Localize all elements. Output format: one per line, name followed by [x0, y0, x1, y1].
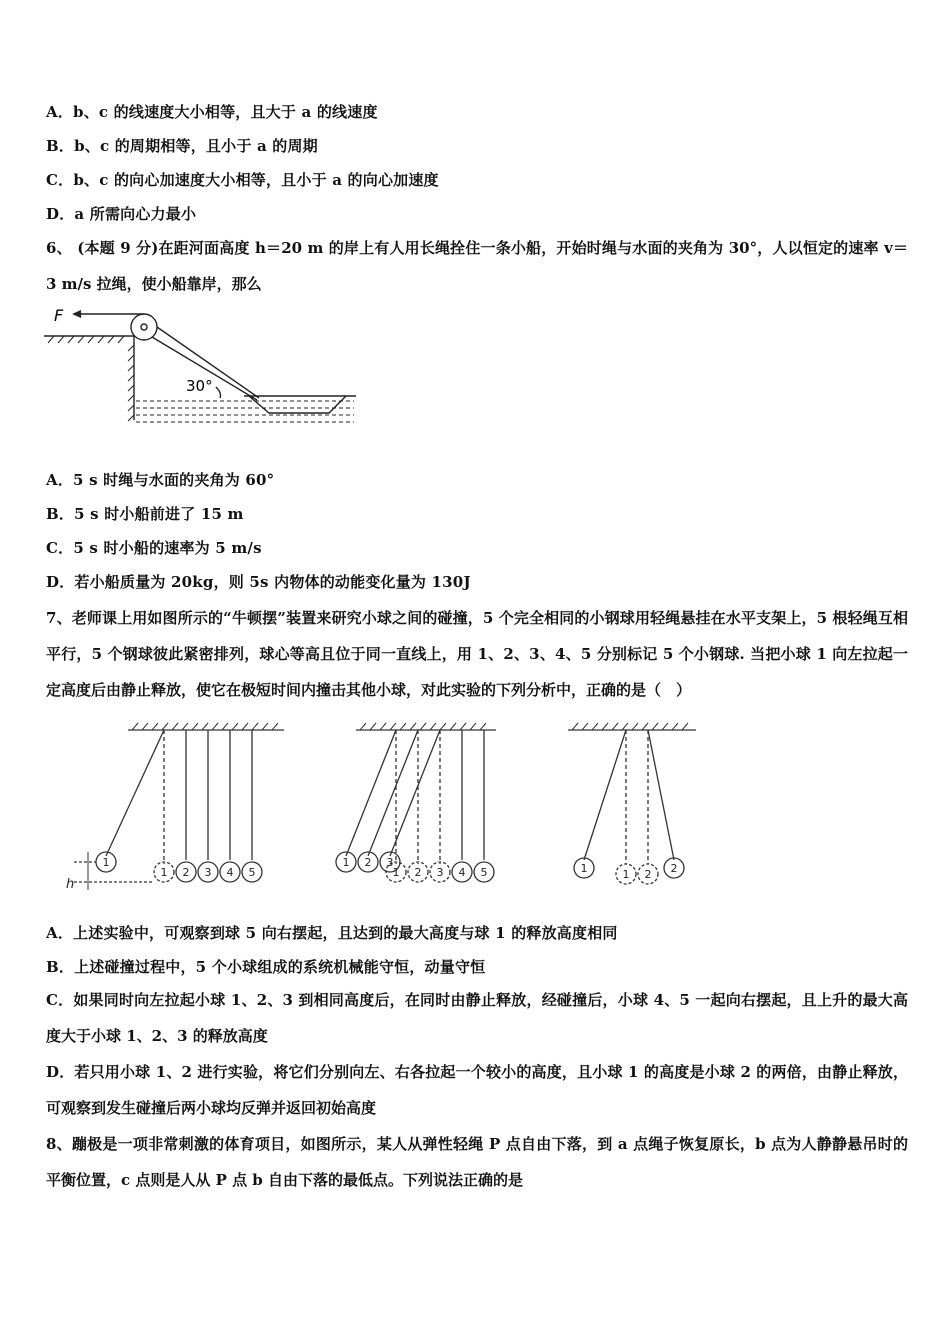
height-label: h — [66, 877, 75, 892]
cradle-ball-label: 3 — [386, 856, 394, 869]
q7-option-a: A．上述实验中，可观察到球 5 向右摆起，且达到的最大高度与球 1 的释放高度相同 — [46, 924, 618, 942]
q7-option-d: D．若只用小球 1、2 进行实验，将它们分别向左、右各拉起一个较小的高度，且小球 1 的高度是小球 2 的两倍，由静止释放，可观察到发生碰撞后两小球均反弹并返回初始高度 — [46, 1063, 908, 1117]
q8-stem: 8、蹦极是一项非常刺激的体育项目，如图所示，某人从弹性轻绳 P 点自由下落，到 a 点绳子恢复原长，b 点为人静静悬吊时的平衡位置，c 点则是人从 P 点 b 自由下落的最低点。下列说法正确的是 — [46, 1135, 908, 1189]
cradle-ball-label: 1 — [580, 862, 588, 875]
q5-option-a: A．b、c 的线速度大小相等，且大于 a 的线速度 — [46, 103, 378, 121]
cradle-ball-label: 4 — [226, 866, 234, 879]
q6-boat-rope-figure — [44, 305, 364, 430]
q6-option-b: B．5 s 时小船前进了 15 m — [46, 505, 244, 523]
cradle-ball-label: 1 — [392, 866, 400, 879]
q5-option-c: C．b、c 的向心加速度大小相等，且小于 a 的向心加速度 — [46, 171, 439, 189]
angle-label: 30° — [186, 377, 213, 395]
q7-option-b: B．上述碰撞过程中，5 个小球组成的系统机械能守恒，动量守恒 — [46, 958, 486, 976]
q5-option-d: D．a 所需向心力最小 — [46, 205, 197, 223]
cradle-ball-label: 3 — [436, 866, 444, 879]
cradle-ball-label: 2 — [414, 866, 422, 879]
cradle-ball-label: 1 — [342, 856, 350, 869]
cradle-ball-label: 2 — [364, 856, 372, 869]
q7-stem: 7、老师课上用如图所示的“牛顿摆”装置来研究小球之间的碰撞，5 个完全相同的小钢球用轻绳悬挂在水平支架上，5 根轻绳互相平行，5 个钢球彼此紧密排列，球心等高且位于同一直线上，用 1、2、3、4、5 分别标记 5 个小钢球. 当把小球 1 向左拉起一定高度后由静止释放，使它在极短时间内撞击其他小球，对此实验的下列分析中，正确的是（ ） — [46, 609, 908, 699]
cradle-ball-label: 3 — [204, 866, 212, 879]
cradle-ball-label: 2 — [182, 866, 190, 879]
cradle-ball-label: 1 — [622, 868, 630, 881]
cradle-ball-label: 4 — [458, 866, 466, 879]
q6-option-c: C．5 s 时小船的速率为 5 m/s — [46, 539, 262, 557]
cradle-ball-label: 1 — [102, 856, 110, 869]
q5-option-b: B．b、c 的周期相等，且小于 a 的周期 — [46, 137, 318, 155]
q6-option-a: A．5 s 时绳与水面的夹角为 60° — [46, 471, 275, 489]
cradle-ball-label: 2 — [670, 862, 678, 875]
q7-option-c: C．如果同时向左拉起小球 1、2、3 到相同高度后，在同时由静止释放，经碰撞后，小球 4、5 一起向右摆起，且上升的最大高度大于小球 1、2、3 的释放高度 — [46, 991, 908, 1045]
force-label: F — [54, 306, 64, 325]
cradle-ball-label: 1 — [160, 866, 168, 879]
q7-newton-cradle-figure — [56, 718, 716, 898]
q6-option-d: D．若小船质量为 20kg，则 5s 内物体的动能变化量为 130J — [46, 573, 471, 591]
cradle-ball-label: 2 — [644, 868, 652, 881]
cradle-ball-label: 5 — [480, 866, 488, 879]
q6-stem: 6、 (本题 9 分)在距河面高度 h＝20 m 的岸上有人用长绳拴住一条小船，开始时绳与水面的夹角为 30°，人以恒定的速率 v＝3 m/s 拉绳，使小船靠岸，那么 — [46, 239, 908, 293]
cradle-ball-label: 5 — [248, 866, 256, 879]
